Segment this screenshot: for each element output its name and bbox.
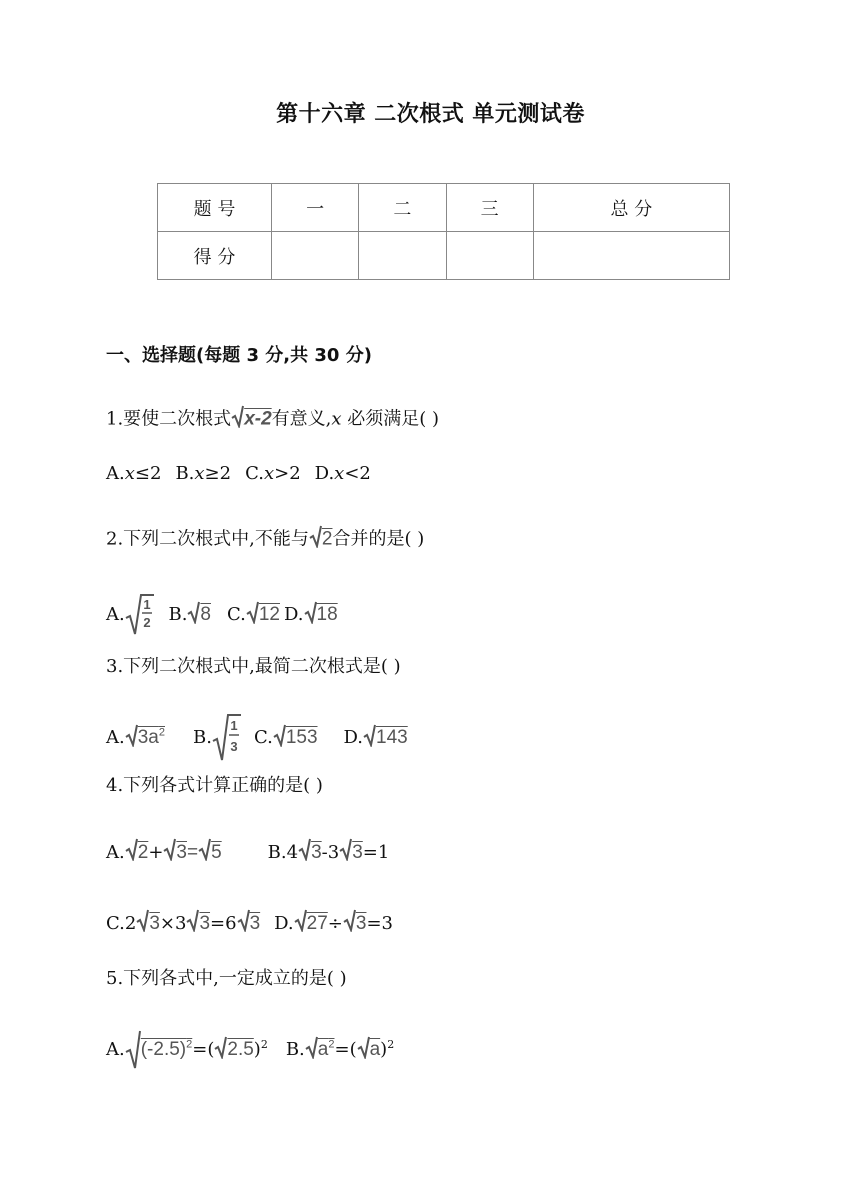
header-cell-question-no: 题 号 xyxy=(158,184,272,232)
q4-c-times: ×3 xyxy=(159,912,187,934)
score-cell-part-1[interactable] xyxy=(272,232,359,280)
q2-option-b-radicand: 8 xyxy=(200,604,211,625)
q4-c-equals: =6 xyxy=(210,912,237,934)
sqrt-icon xyxy=(136,908,149,939)
question-3: 3.下列二次根式中,最简二次根式是( ) xyxy=(106,656,401,677)
question-1-options xyxy=(106,462,371,486)
q1-variable: x xyxy=(331,408,342,430)
q5-option-b xyxy=(286,1039,394,1060)
q4-option-d xyxy=(274,913,393,934)
q5-b-equals: =( xyxy=(334,1039,357,1060)
sqrt-icon xyxy=(309,524,322,555)
q4-option-b-label: B.4 xyxy=(267,841,299,863)
q1-option-b xyxy=(175,463,231,484)
q5-a-close-paren: ) xyxy=(253,1039,261,1060)
score-cell-part-3[interactable] xyxy=(446,232,533,280)
q4-option-a-label: A. xyxy=(106,841,125,863)
q3-option-a-label: A. xyxy=(106,727,125,748)
q3-option-a-radicand xyxy=(138,727,165,748)
q5-a-exponent-2: 2 xyxy=(260,1038,268,1051)
q1-option-c-label: C. xyxy=(245,463,264,484)
q4-a-equals: = xyxy=(186,841,199,863)
sqrt-fraction-icon xyxy=(125,594,155,636)
q1-option-b-rest: ≥2 xyxy=(204,463,232,484)
q4-a-radicand-3: 5 xyxy=(211,841,222,863)
question-5: 5.下列各式中,一定成立的是( ) xyxy=(106,968,347,989)
score-cell-total[interactable] xyxy=(533,232,729,280)
q3-option-a-base: 3a xyxy=(137,727,159,748)
q3-option-d-radicand: 143 xyxy=(376,727,408,748)
q2-option-a-num: 1 xyxy=(143,597,151,612)
sqrt-icon xyxy=(305,1035,318,1066)
q5-b-close-paren: ) xyxy=(380,1039,388,1060)
score-table-header-row xyxy=(158,184,730,232)
q2-radicand: 2 xyxy=(321,528,333,550)
sqrt-icon xyxy=(294,908,307,939)
sqrt-icon xyxy=(214,1035,227,1066)
sqrt-icon xyxy=(125,837,138,868)
q1-option-a-label: A. xyxy=(106,463,125,484)
q1-option-c xyxy=(245,463,301,484)
q2-option-d-label: D. xyxy=(284,604,304,625)
q1-option-d xyxy=(315,463,371,484)
q2-option-d xyxy=(284,604,338,625)
q3-option-c-radicand: 153 xyxy=(285,727,318,748)
q2-option-b-label: B. xyxy=(168,604,188,625)
q5-option-a-label: A. xyxy=(106,1039,125,1060)
q1-option-a-rest: ≤2 xyxy=(134,463,162,484)
q5-option-b-label: B. xyxy=(285,1039,305,1060)
sqrt-tall-icon xyxy=(125,1030,141,1070)
sqrt-icon xyxy=(163,837,176,868)
sqrt-icon xyxy=(246,600,259,631)
sqrt-icon xyxy=(343,908,356,939)
q5-option-a xyxy=(106,1039,268,1060)
q5-a-radicand-2: 2.5 xyxy=(227,1039,254,1060)
q3-option-d-label: D. xyxy=(343,727,364,748)
q2-option-c xyxy=(227,604,280,625)
q1-option-d-label: D. xyxy=(314,463,335,484)
page-title: 第十六章 二次根式 单元测试卷 xyxy=(276,102,585,127)
sqrt-icon xyxy=(187,600,200,631)
q1-option-a xyxy=(106,463,161,484)
sqrt-fraction-icon xyxy=(212,714,242,762)
q1-option-c-var: x xyxy=(263,463,275,484)
sqrt-icon xyxy=(273,723,286,754)
q3-option-c-label: C. xyxy=(253,727,273,748)
q4-c-radicand-2: 3 xyxy=(199,912,211,934)
q1-radicand: x-2 xyxy=(244,408,272,430)
header-cell-part-3: 三 xyxy=(446,184,533,232)
question-4-options-ab xyxy=(106,837,389,868)
q5-b-exponent: 2 xyxy=(328,1038,335,1051)
question-4: 4.下列各式计算正确的是( ) xyxy=(106,775,323,796)
q5-option-a-radicand xyxy=(141,1039,193,1060)
score-table xyxy=(157,183,730,280)
sqrt-icon xyxy=(298,837,311,868)
q4-a-radicand-1: 2 xyxy=(137,841,149,863)
q3-option-b-num: 1 xyxy=(230,718,238,733)
q5-a-base: (-2.5) xyxy=(140,1039,187,1060)
score-table-score-row xyxy=(158,232,730,280)
q4-option-d-label: D. xyxy=(274,912,294,934)
q4-d-result: =3 xyxy=(366,912,394,934)
q1-option-b-var: x xyxy=(194,463,205,484)
question-5-options xyxy=(106,1030,394,1070)
q5-option-b-radicand xyxy=(318,1039,335,1060)
q2-option-a-den: 2 xyxy=(143,615,151,630)
q4-c-radicand-1: 3 xyxy=(149,912,160,934)
question-2-options xyxy=(106,594,338,636)
q1-option-d-var: x xyxy=(334,463,345,484)
q1-option-a-var: x xyxy=(124,463,135,484)
header-cell-part-2: 二 xyxy=(359,184,446,232)
q4-d-divide: ÷ xyxy=(327,912,343,934)
q5-a-exponent: 2 xyxy=(186,1038,193,1051)
q2-option-d-radicand: 18 xyxy=(316,604,338,625)
q1-text-b: 有意义, xyxy=(271,408,332,430)
q3-option-b xyxy=(193,718,242,754)
header-cell-part-1: 一 xyxy=(272,184,359,232)
q5-b-radicand-2: $\overline{a}$ xyxy=(369,1039,381,1060)
q4-b-result: =1 xyxy=(362,841,390,863)
q1-text-c: 必须满足( ) xyxy=(341,408,440,430)
question-2 xyxy=(106,524,424,555)
q1-option-c-rest: >2 xyxy=(274,463,301,484)
section-heading: 一、选择题(每题 3 分,共 30 分) xyxy=(106,345,372,366)
q3-option-a xyxy=(106,727,165,748)
score-row-label: 得 分 xyxy=(158,232,272,280)
sqrt-icon xyxy=(231,404,244,435)
q5-b-base: a xyxy=(317,1039,329,1060)
q1-option-b-label: B. xyxy=(175,463,195,484)
q5-a-equals: =( xyxy=(192,1039,215,1060)
sqrt-icon xyxy=(363,723,376,754)
q4-b-radicand-2: 3 xyxy=(352,841,363,863)
q3-option-d xyxy=(344,727,408,748)
sqrt-icon xyxy=(186,908,199,939)
q4-a-radicand-2: 3 xyxy=(176,841,187,863)
q2-option-a xyxy=(106,597,160,630)
q4-b-radicand-1: 3 xyxy=(311,841,322,863)
q2-option-b xyxy=(168,604,211,625)
q4-option-b xyxy=(268,842,390,863)
q4-option-a xyxy=(106,842,222,863)
question-3-options xyxy=(106,714,408,762)
q3-option-c xyxy=(254,727,318,748)
q2-option-c-radicand: 12 xyxy=(258,604,280,625)
q2-text-a: 2.下列二次根式中,不能与 xyxy=(106,528,309,550)
sqrt-icon xyxy=(237,908,250,939)
sqrt-icon xyxy=(125,723,138,754)
q4-b-minus: -3 xyxy=(321,841,340,863)
score-cell-part-2[interactable] xyxy=(359,232,446,280)
q4-d-radicand-1: 27 xyxy=(306,912,328,934)
q4-option-c xyxy=(106,913,260,934)
question-1 xyxy=(106,404,439,435)
q3-option-a-exponent: 2 xyxy=(158,726,165,739)
q1-option-d-rest: <2 xyxy=(344,463,371,484)
q4-d-radicand-2: 3 xyxy=(355,912,367,934)
q3-option-b-den: 3 xyxy=(230,739,238,754)
sqrt-icon xyxy=(339,837,352,868)
q2-text-b: 合并的是( ) xyxy=(332,528,425,550)
q5-b-exponent-2: 2 xyxy=(387,1038,395,1051)
sqrt-icon xyxy=(304,600,317,631)
sqrt-icon xyxy=(198,837,211,868)
q2-option-a-label: A. xyxy=(106,604,125,625)
q2-option-c-label: C. xyxy=(227,604,246,625)
q4-c-radicand-3: 3 xyxy=(249,912,261,934)
q4-a-plus: + xyxy=(148,841,164,863)
q3-option-b-label: B. xyxy=(193,727,212,748)
q1-text-a: 1.要使二次根式 xyxy=(106,408,232,430)
header-cell-total: 总 分 xyxy=(533,184,729,232)
q4-option-c-label: C.2 xyxy=(106,912,137,934)
question-4-options-cd xyxy=(106,908,393,939)
sqrt-icon xyxy=(357,1035,370,1066)
